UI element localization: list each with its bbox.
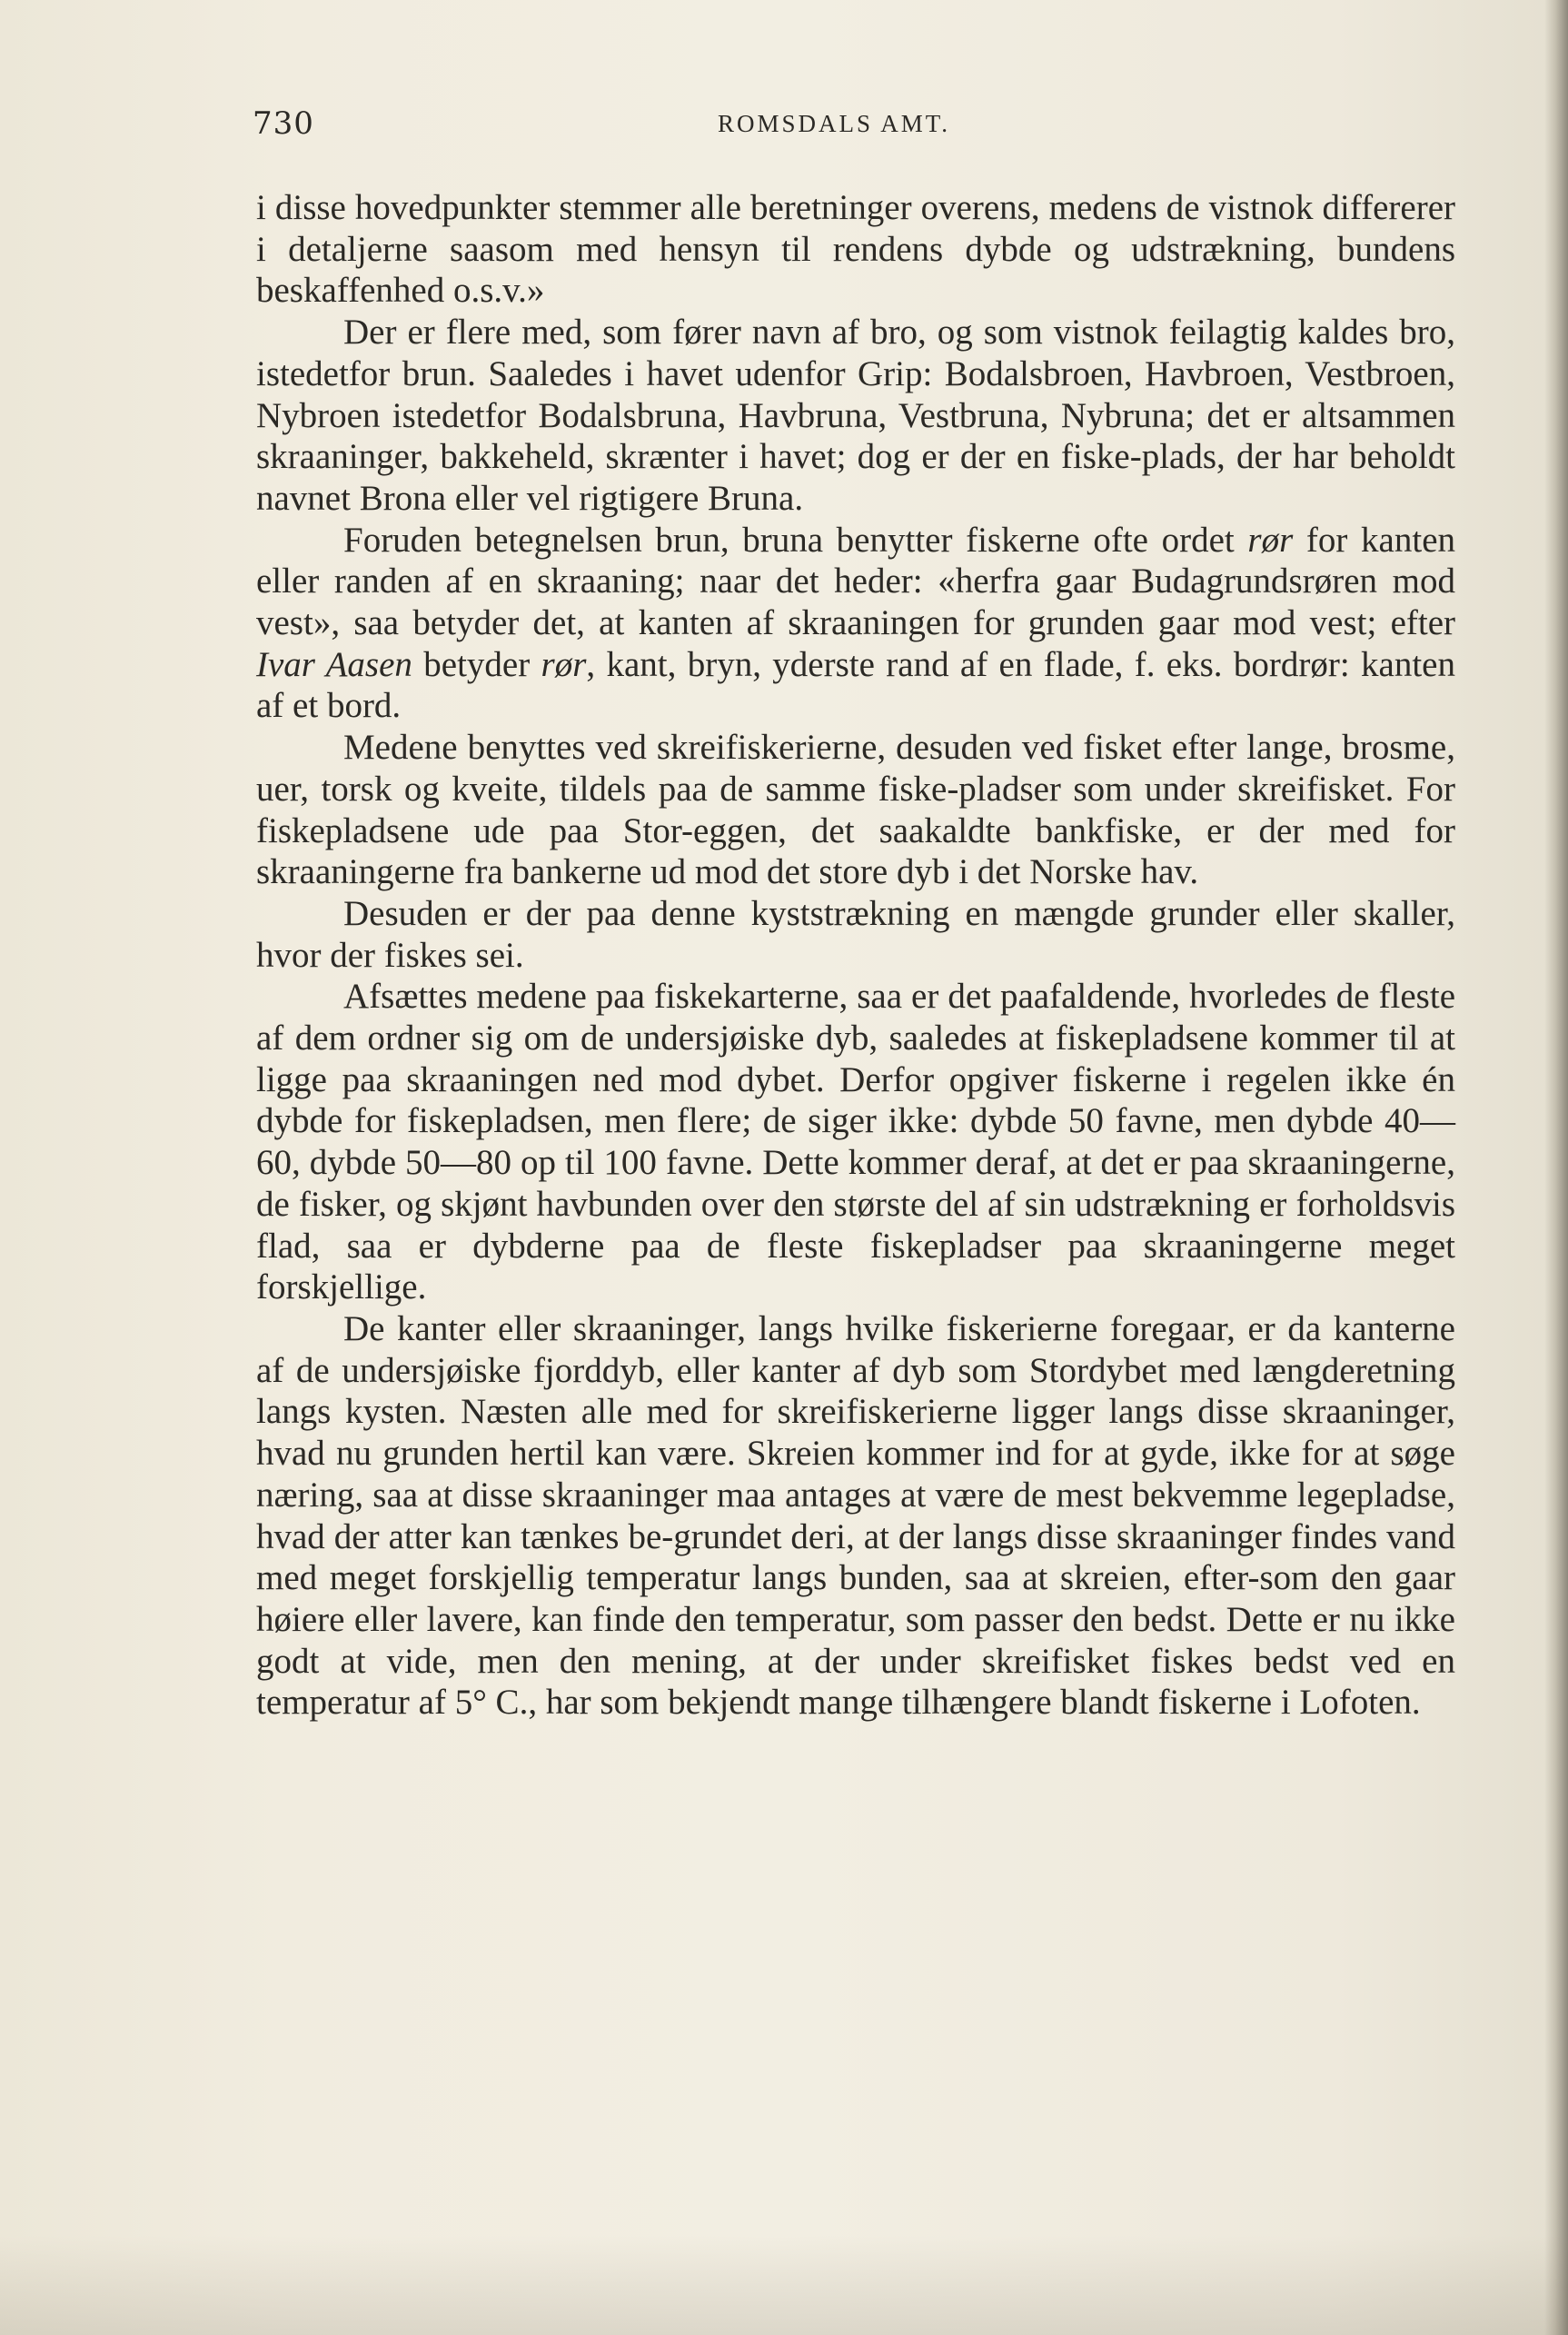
paragraph <box>256 1308 1455 1724</box>
body-text <box>256 187 1455 1724</box>
text-run: , kant, bryn, yderste rand af en flade, f. eks. bordrør: kanten af et bord. <box>256 644 1455 726</box>
text-run: for kanten eller randen af en skraaning; naar det heder: «herfra gaar Budagrundsrøren mod vest», saa betyder det, at kanten af skraaningen for grunden gaar mod vest; efter <box>256 520 1455 643</box>
page-bottom-shadow <box>0 2235 1568 2335</box>
paragraph <box>256 727 1455 893</box>
paragraph <box>256 520 1455 728</box>
paragraph <box>256 187 1455 312</box>
italic-term: rør <box>541 644 587 684</box>
page-edge-shadow <box>1544 0 1568 2335</box>
page-number: 730 <box>253 105 314 142</box>
text-run: De kanter eller skraaninger, langs hvilke fiskerierne foregaar, er da kanterne af de undersjøiske fjorddyb, eller kanter af dyb som Stordybet med længderetning langs kysten. Næsten alle med for skreifiskerierne ligger langs disse skraaninger, hvad nu grunden hertil kan være. Skreien kommer ind for at gyde, ikke for at søge næring, saa at disse skraaninger maa antages at være de mest bekvemme legepladse, hvad der atter kan tænkes be-grundet deri, at der langs disse skraaninger findes vand med meget forskjellig temperatur langs bunden, saa at skreien, efter-som den gaar høiere eller lavere, kan finde den temperatur, som passer den bedst. Dette er nu ikke godt at vide, men den mening, at der under skreifisket fiskes bedst ved en temperatur af 5° C., har som bekjendt mange tilhængere blandt fiskerne i Lofoten. <box>256 1308 1455 1723</box>
text-run: Der er flere med, som fører navn af bro, og som vistnok feilagtig kaldes bro, istedetfor brun. Saaledes i havet udenfor Grip: Bodalsbroen, Havbroen, Vestbroen, Nybroen istedetfor Bodalsbruna, Havbruna, Vestbruna, Nybruna; det er altsammen skraaninger, bakkeheld, skrænter i havet; dog er der en fiske-plads, der har beholdt navnet Brona eller vel rigtigere Bruna. <box>256 313 1455 518</box>
paragraph <box>256 312 1455 520</box>
text-run: i disse hovedpunkter stemmer alle beretninger overens, medens de vistnok differerer i detaljerne saasom med hensyn til rendens dybde og udstrækning, bundens beskaffenhed o.s.v.» <box>256 188 1455 311</box>
text-run: Afsættes medene paa fiskekarterne, saa er det paafaldende, hvorledes de fleste af dem ordner sig om de undersjøiske dyb, saaledes at fiskepladsene kommer til at ligge paa skraaningen ned mod dybet. Derfor opgiver fiskerne i regelen ikke én dybde for fiskepladsen, men flere; de siger ikke: dybde 50 favne, men dybde 40—60, dybde 50—80 op til 100 favne. Dette kommer deraf, at det er paa skraaningerne, de fisker, og skjønt havbunden over den største del af sin udstrækning er forholdsvis flad, saa er dybderne paa de fleste fiskepladser paa skraaningerne meget forskjellige. <box>256 977 1455 1307</box>
paragraph <box>256 976 1455 1308</box>
text-run: Medene benyttes ved skreifiskerierne, desuden ved fisket efter lange, brosme, uer, torsk og kveite, tildels paa de samme fiske-pladser som under skreifisket. For fiskepladsene ude paa Stor-eggen, det saakaldte bankfiske, er der med for skraaningerne fra bankerne ud mod det store dyb i det Norske hav. <box>256 728 1455 892</box>
text-run: betyder <box>412 644 541 684</box>
text-run: Desuden er der paa denne kyststrækning en mængde grunder eller skaller, hvor der fiskes sei. <box>256 893 1455 975</box>
paragraph <box>256 893 1455 976</box>
italic-term: rør <box>1247 520 1294 560</box>
italic-author-name: Ivar Aasen <box>256 644 412 684</box>
text-run: Foruden betegnelsen brun, bruna benytter fiskerne ofte ordet <box>343 520 1248 560</box>
running-head: ROMSDALS AMT. <box>718 110 951 137</box>
